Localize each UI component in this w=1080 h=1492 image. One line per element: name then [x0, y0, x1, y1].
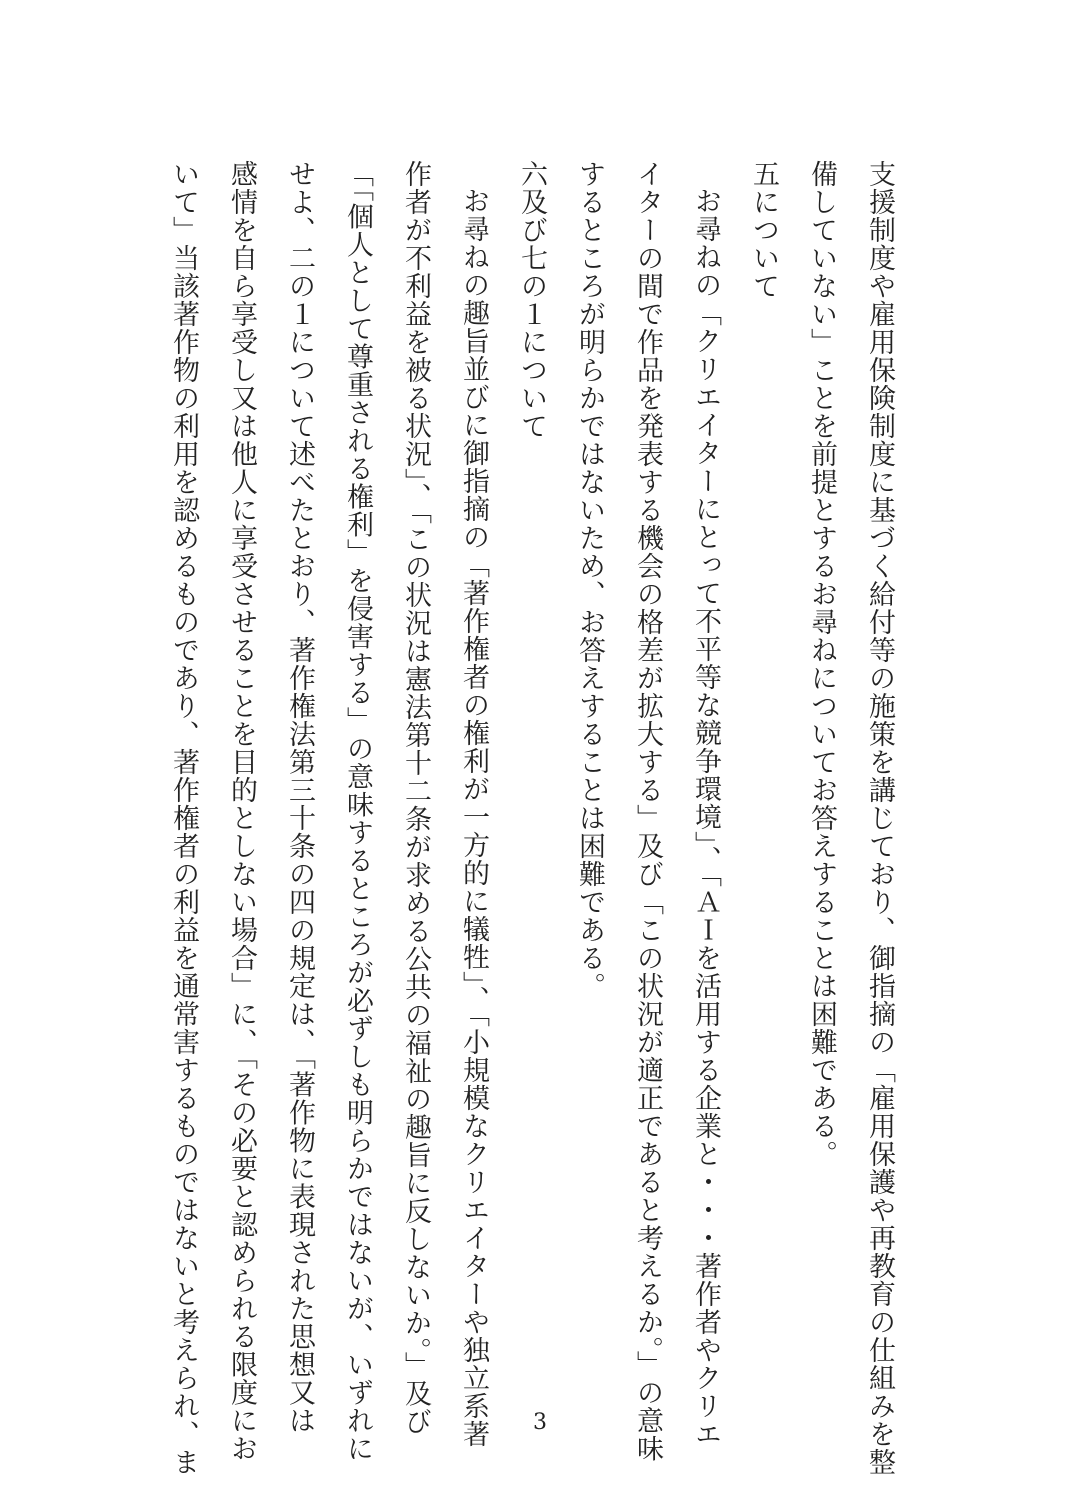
text-line-5: イターの間で作品を発表する機会の格差が拡大する」及び「この状況が適正であると考えるか。」の意味: [632, 160, 663, 1463]
text-line-2: 備していない」ことを前提とするお尋ねについてお答えすることは困難である。: [806, 160, 837, 1168]
text-line-11: せよ、二の１について述べたとおり、著作権法第三十条の四の規定は、「著作物に表現された思想又は: [284, 160, 315, 1435]
text-line-6: するところが明らかではないため、お答えすることは困難である。: [574, 160, 605, 1000]
text-line-9: 作者が不利益を被る状況」、「この状況は憲法第十二条が求める公共の福祉の趣旨に反しないか。」及び: [400, 160, 431, 1436]
text-line-10: 「「個人として尊重される権利」を侵害する」の意味するところが必ずしも明らかではないが、いずれに: [342, 160, 373, 1463]
vertical-text-body: [168, 160, 908, 1476]
text-line-4: お尋ねの「クリエイターにとって不平等な競争環境」、「ＡＩを活用する企業と・・・著作者やクリエ: [690, 187, 721, 1448]
text-line-13: いて」当該著作物の利用を認めるものであり、著作権者の利益を通常害するものではないと考えられ、ま: [168, 160, 199, 1476]
section-heading-6-7: 六及び七の１について: [516, 160, 547, 440]
section-heading-5: 五について: [748, 160, 779, 300]
page-number: 3: [533, 1410, 547, 1435]
text-line-1: 支援制度や雇用保険制度に基づく給付等の施策を講じており、御指摘の「雇用保護や再教育の仕組みを整: [864, 160, 895, 1476]
text-line-12: 感情を自ら享受し又は他人に享受させることを目的としない場合」に、「その必要と認められる限度にお: [226, 160, 257, 1463]
text-line-8: お尋ねの趣旨並びに御指摘の「著作権者の権利が一方的に犠牲」、「小規模なクリエイターや独立系著: [458, 187, 489, 1448]
